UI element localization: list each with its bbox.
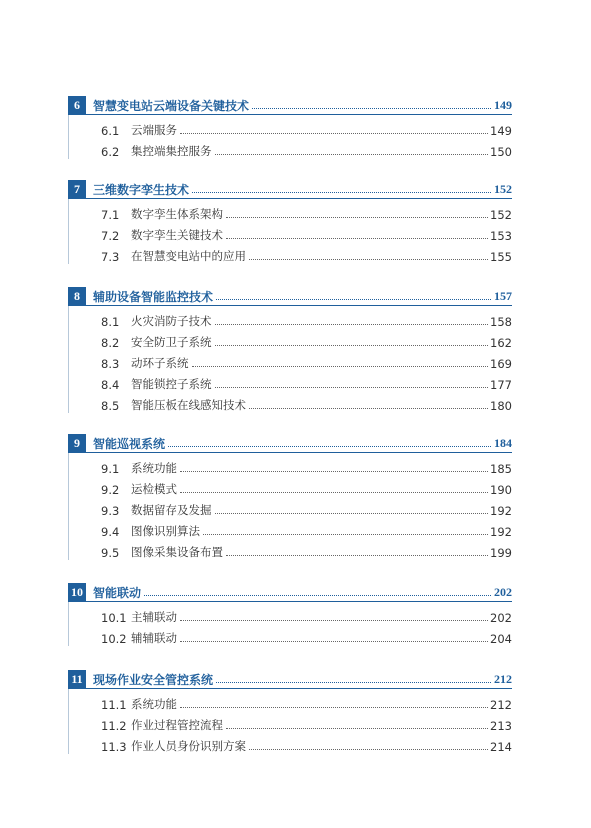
section-title: 动环子系统 bbox=[131, 356, 189, 370]
section-number: 8.2 bbox=[101, 336, 120, 350]
section-page-number: 214 bbox=[490, 740, 512, 754]
toc-entry[interactable] bbox=[69, 539, 512, 560]
chapter-heading[interactable] bbox=[68, 583, 512, 602]
dot-leader bbox=[249, 749, 488, 750]
toc-entry[interactable] bbox=[69, 733, 512, 754]
toc-entry[interactable] bbox=[69, 497, 512, 518]
section-number: 9.4 bbox=[101, 525, 120, 539]
section-title: 数字孪生关键技术 bbox=[131, 228, 223, 242]
section-page-number: 152 bbox=[490, 208, 512, 222]
section-title: 系统功能 bbox=[131, 697, 177, 711]
section-page-number: 153 bbox=[490, 229, 512, 243]
section-title: 主辅联动 bbox=[131, 610, 177, 624]
section-number: 9.1 bbox=[101, 462, 120, 476]
chapter-number: 7 bbox=[68, 180, 86, 198]
chapter-number: 10 bbox=[68, 583, 86, 601]
toc-entry[interactable] bbox=[69, 691, 512, 712]
section-page-number: 190 bbox=[490, 483, 512, 497]
toc-entry[interactable] bbox=[69, 117, 512, 138]
dot-leader bbox=[215, 387, 489, 388]
section-number: 9.3 bbox=[101, 504, 120, 518]
chapter-block bbox=[68, 287, 512, 413]
chapter-block bbox=[68, 670, 512, 754]
section-number: 11.2 bbox=[101, 719, 127, 733]
chapter-title: 三维数字孪生技术 bbox=[93, 182, 190, 197]
toc-entry[interactable] bbox=[69, 222, 512, 243]
chapter-number: 8 bbox=[68, 287, 86, 305]
section-list bbox=[68, 199, 512, 264]
dot-leader bbox=[215, 324, 489, 325]
toc-entry[interactable] bbox=[69, 712, 512, 733]
chapter-block bbox=[68, 583, 512, 646]
toc-entry[interactable] bbox=[69, 329, 512, 350]
toc-entry[interactable] bbox=[69, 138, 512, 159]
chapter-block bbox=[68, 434, 512, 560]
section-page-number: 149 bbox=[490, 124, 512, 138]
section-title: 系统功能 bbox=[131, 461, 177, 475]
section-page-number: 212 bbox=[490, 698, 512, 712]
section-title: 云端服务 bbox=[131, 123, 177, 137]
section-page-number: 192 bbox=[490, 525, 512, 539]
chapter-number: 11 bbox=[68, 670, 86, 688]
toc-entry[interactable] bbox=[69, 350, 512, 371]
section-number: 10.2 bbox=[101, 632, 127, 646]
chapter-page-number: 184 bbox=[494, 435, 512, 450]
dot-leader bbox=[215, 513, 489, 514]
section-page-number: 192 bbox=[490, 504, 512, 518]
toc-entry[interactable] bbox=[69, 476, 512, 497]
toc-entry[interactable] bbox=[69, 455, 512, 476]
section-page-number: 180 bbox=[490, 399, 512, 413]
dot-leader bbox=[180, 620, 488, 621]
section-title: 图像识别算法 bbox=[131, 524, 200, 538]
dot-leader bbox=[226, 217, 488, 218]
section-title: 作业过程管控流程 bbox=[131, 718, 223, 732]
section-list bbox=[68, 689, 512, 754]
section-title: 智能锁控子系统 bbox=[131, 377, 212, 391]
dot-leader bbox=[249, 259, 488, 260]
section-page-number: 185 bbox=[490, 462, 512, 476]
dot-leader bbox=[180, 707, 488, 708]
dot-leader bbox=[168, 446, 491, 447]
section-title: 数据留存及发掘 bbox=[131, 503, 212, 517]
dot-leader bbox=[215, 345, 489, 346]
toc-entry[interactable] bbox=[69, 625, 512, 646]
toc-entry[interactable] bbox=[69, 518, 512, 539]
section-page-number: 204 bbox=[490, 632, 512, 646]
section-page-number: 150 bbox=[490, 145, 512, 159]
toc-entry[interactable] bbox=[69, 308, 512, 329]
section-number: 6.2 bbox=[101, 145, 120, 159]
section-list bbox=[68, 602, 512, 646]
section-title: 智能压板在线感知技术 bbox=[131, 398, 246, 412]
section-number: 10.1 bbox=[101, 611, 127, 625]
dot-leader bbox=[226, 728, 488, 729]
section-number: 8.3 bbox=[101, 357, 120, 371]
chapter-heading[interactable] bbox=[68, 670, 512, 689]
section-title: 图像采集设备布置 bbox=[131, 545, 223, 559]
section-page-number: 169 bbox=[490, 357, 512, 371]
section-list bbox=[68, 453, 512, 560]
chapter-title: 智能巡视系统 bbox=[93, 436, 166, 451]
chapter-page-number: 157 bbox=[494, 288, 512, 303]
section-title: 作业人员身份识别方案 bbox=[131, 739, 246, 753]
dot-leader bbox=[252, 108, 491, 109]
toc-entry[interactable] bbox=[69, 392, 512, 413]
dot-leader bbox=[144, 595, 491, 596]
chapter-title: 智慧变电站云端设备关键技术 bbox=[93, 98, 250, 113]
section-title: 集控端集控服务 bbox=[131, 144, 212, 158]
section-number: 7.2 bbox=[101, 229, 120, 243]
dot-leader bbox=[216, 299, 491, 300]
chapter-number: 9 bbox=[68, 434, 86, 452]
chapter-page-number: 212 bbox=[494, 671, 512, 686]
section-title: 火灾消防子技术 bbox=[131, 314, 212, 328]
section-number: 11.1 bbox=[101, 698, 127, 712]
section-number: 7.1 bbox=[101, 208, 120, 222]
section-title: 辅辅联动 bbox=[131, 631, 177, 645]
dot-leader bbox=[192, 366, 489, 367]
section-title: 运检模式 bbox=[131, 482, 177, 496]
section-page-number: 199 bbox=[490, 546, 512, 560]
chapter-title: 智能联动 bbox=[93, 585, 142, 600]
dot-leader bbox=[180, 492, 488, 493]
section-number: 8.1 bbox=[101, 315, 120, 329]
section-page-number: 155 bbox=[490, 250, 512, 264]
chapter-heading[interactable] bbox=[68, 96, 512, 115]
toc-entry[interactable] bbox=[69, 604, 512, 625]
dot-leader bbox=[215, 154, 489, 155]
section-page-number: 158 bbox=[490, 315, 512, 329]
section-number: 9.2 bbox=[101, 483, 120, 497]
section-list bbox=[68, 306, 512, 413]
section-title: 在智慧变电站中的应用 bbox=[131, 249, 246, 263]
toc-entry[interactable] bbox=[69, 371, 512, 392]
chapter-page-number: 149 bbox=[494, 97, 512, 112]
section-number: 6.1 bbox=[101, 124, 120, 138]
section-page-number: 213 bbox=[490, 719, 512, 733]
chapter-title: 辅助设备智能监控技术 bbox=[93, 289, 214, 304]
dot-leader bbox=[203, 534, 488, 535]
chapter-block bbox=[68, 96, 512, 159]
dot-leader bbox=[180, 641, 488, 642]
dot-leader bbox=[180, 133, 488, 134]
section-number: 9.5 bbox=[101, 546, 120, 560]
section-page-number: 202 bbox=[490, 611, 512, 625]
section-title: 安全防卫子系统 bbox=[131, 335, 212, 349]
chapter-heading[interactable] bbox=[68, 287, 512, 306]
section-number: 11.3 bbox=[101, 740, 127, 754]
dot-leader bbox=[216, 682, 491, 683]
chapter-heading[interactable] bbox=[68, 434, 512, 453]
section-number: 8.5 bbox=[101, 399, 120, 413]
toc-entry[interactable] bbox=[69, 201, 512, 222]
chapter-title: 现场作业安全管控系统 bbox=[93, 672, 214, 687]
toc-entry[interactable] bbox=[69, 243, 512, 264]
chapter-block bbox=[68, 180, 512, 264]
dot-leader bbox=[249, 408, 488, 409]
chapter-number: 6 bbox=[68, 96, 86, 114]
chapter-page-number: 202 bbox=[494, 584, 512, 599]
chapter-heading[interactable] bbox=[68, 180, 512, 199]
section-number: 7.3 bbox=[101, 250, 120, 264]
section-title: 数字孪生体系架构 bbox=[131, 207, 223, 221]
section-number: 8.4 bbox=[101, 378, 120, 392]
section-page-number: 177 bbox=[490, 378, 512, 392]
dot-leader bbox=[226, 238, 488, 239]
dot-leader bbox=[226, 555, 488, 556]
section-list bbox=[68, 115, 512, 159]
dot-leader bbox=[180, 471, 488, 472]
section-page-number: 162 bbox=[490, 336, 512, 350]
dot-leader bbox=[192, 192, 491, 193]
chapter-page-number: 152 bbox=[494, 181, 512, 196]
